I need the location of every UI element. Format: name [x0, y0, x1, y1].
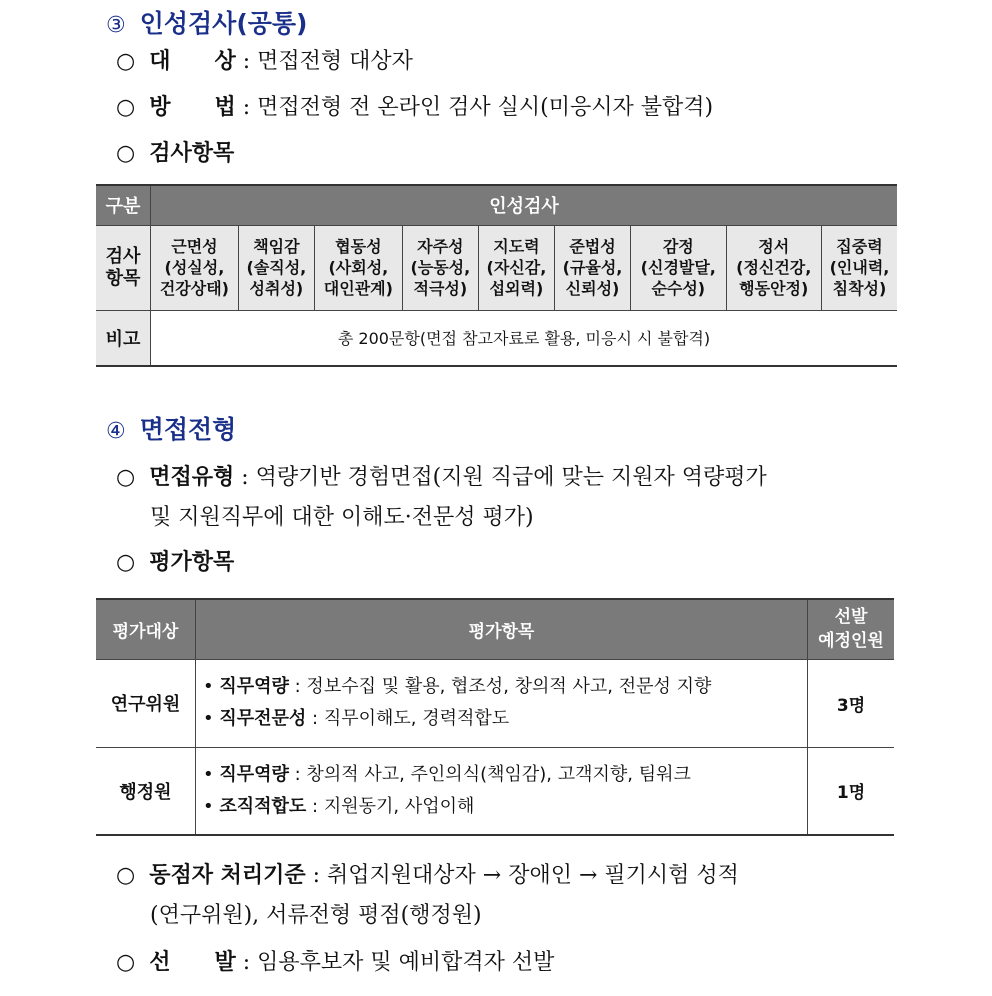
item-label: 직무역량	[219, 763, 289, 785]
personality-test-table	[96, 184, 897, 367]
item-cell: 책임감 (솔직성, 성취성)	[238, 225, 314, 310]
item-label: 직무역량	[219, 676, 289, 697]
circle-bullet-icon: ○	[116, 863, 136, 888]
method-line	[116, 90, 713, 121]
target-value: : 면접전형 대상자	[242, 49, 413, 74]
items-line	[116, 136, 234, 167]
interview-type-line	[116, 460, 767, 491]
note-label: 비고	[96, 310, 151, 366]
section-title-text: 면접전형	[139, 415, 237, 444]
method-value: : 면접전형 전 온라인 검사 실시(미응시자 불합격)	[242, 95, 714, 120]
table-row	[96, 659, 894, 747]
row-target: 연구위원	[96, 659, 196, 747]
circle-bullet-icon: ○	[116, 950, 136, 975]
note-row	[96, 310, 897, 366]
target-label: 대 상	[149, 48, 236, 74]
eval-items-label: 평가항목	[149, 549, 235, 575]
tie-rule-value-cont: (연구위원), 서류전형 평점(행정원)	[150, 903, 482, 928]
item-cell: 자주성 (능동성, 적극성)	[402, 225, 478, 310]
item-cell: 준법성 (규율성, 신뢰성)	[554, 225, 630, 310]
row-label: 검사 항목	[96, 225, 151, 310]
interview-eval-table	[96, 598, 894, 836]
item-label: 조직적합도	[219, 795, 307, 817]
row-items	[196, 747, 808, 835]
item-cell: 협동성 (사회성, 대인관계)	[314, 225, 402, 310]
row-count: 3명	[808, 659, 895, 747]
item-cell: 정서 (정신건강, 행동안정)	[726, 225, 821, 310]
method-label: 방 법	[149, 94, 236, 120]
circle-bullet-icon: ○	[116, 141, 136, 166]
selection-label: 선 발	[149, 949, 236, 975]
target-line	[116, 44, 413, 75]
item-value: : 지원동기, 사업이해	[306, 795, 475, 817]
bullet-icon: •	[203, 795, 214, 817]
section-number: ③	[106, 13, 126, 38]
items-label: 검사항목	[149, 140, 235, 166]
tie-rule-line	[116, 858, 739, 889]
circle-bullet-icon: ○	[116, 49, 136, 74]
group-header: 인성검사	[151, 185, 898, 225]
section-3-title	[106, 4, 308, 40]
interview-type-line-2	[150, 500, 534, 531]
circle-bullet-icon: ○	[116, 465, 136, 490]
interview-type-value: : 역량기반 경험면접(지원 직급에 맞는 지원자 역량평가	[234, 465, 767, 490]
item-value: : 창의적 사고, 주인의식(책임감), 고객지향, 팀워크	[288, 763, 691, 785]
section-title-text: 인성검사(공통)	[139, 9, 308, 38]
item-cell: 지도력 (자신감, 섭외력)	[478, 225, 554, 310]
table-row	[96, 747, 894, 835]
circle-bullet-icon: ○	[116, 550, 136, 575]
item-cell: 집중력 (인내력, 침착성)	[821, 225, 897, 310]
list-item	[197, 791, 806, 823]
interview-type-value-cont: 및 지원직무에 대한 이해도·전문성 평가)	[150, 505, 534, 530]
selection-value: : 임용후보자 및 예비합격자 선발	[242, 950, 555, 975]
section-number: ④	[106, 419, 126, 444]
bullet-icon: •	[203, 676, 214, 697]
header-count: 선발 예정인원	[808, 599, 895, 659]
tie-rule-line-2	[150, 898, 482, 929]
header-target: 평가대상	[96, 599, 196, 659]
bullet-icon: •	[203, 708, 214, 729]
item-label: 직무전문성	[219, 708, 307, 729]
note-value: 총 200문항(면접 참고자료로 활용, 미응시 시 불합격)	[151, 310, 898, 366]
items-row	[96, 225, 897, 310]
item-cell: 근면성 (성실성, 건강상태)	[151, 225, 239, 310]
header-items: 평가항목	[196, 599, 808, 659]
col-header: 구분	[96, 185, 151, 225]
item-value: : 정보수집 및 활용, 협조성, 창의적 사고, 전문성 지향	[288, 676, 712, 697]
list-item	[197, 759, 806, 791]
item-value: : 직무이해도, 경력적합도	[306, 708, 510, 729]
item-cell: 감정 (신경발달, 순수성)	[631, 225, 726, 310]
interview-type-label: 면접유형	[149, 464, 235, 490]
row-count: 1명	[808, 747, 895, 835]
row-target: 행정원	[96, 747, 196, 835]
row-items	[196, 659, 808, 747]
tie-rule-value: : 취업지원대상자 → 장애인 → 필기시험 성적	[305, 863, 739, 888]
list-item	[197, 671, 806, 703]
tie-rule-label: 동점자 처리기준	[149, 862, 306, 888]
circle-bullet-icon: ○	[116, 95, 136, 120]
eval-items-line	[116, 545, 234, 576]
selection-line	[116, 945, 554, 976]
section-4-title	[106, 410, 236, 446]
list-item	[197, 703, 806, 735]
bullet-icon: •	[203, 763, 214, 785]
